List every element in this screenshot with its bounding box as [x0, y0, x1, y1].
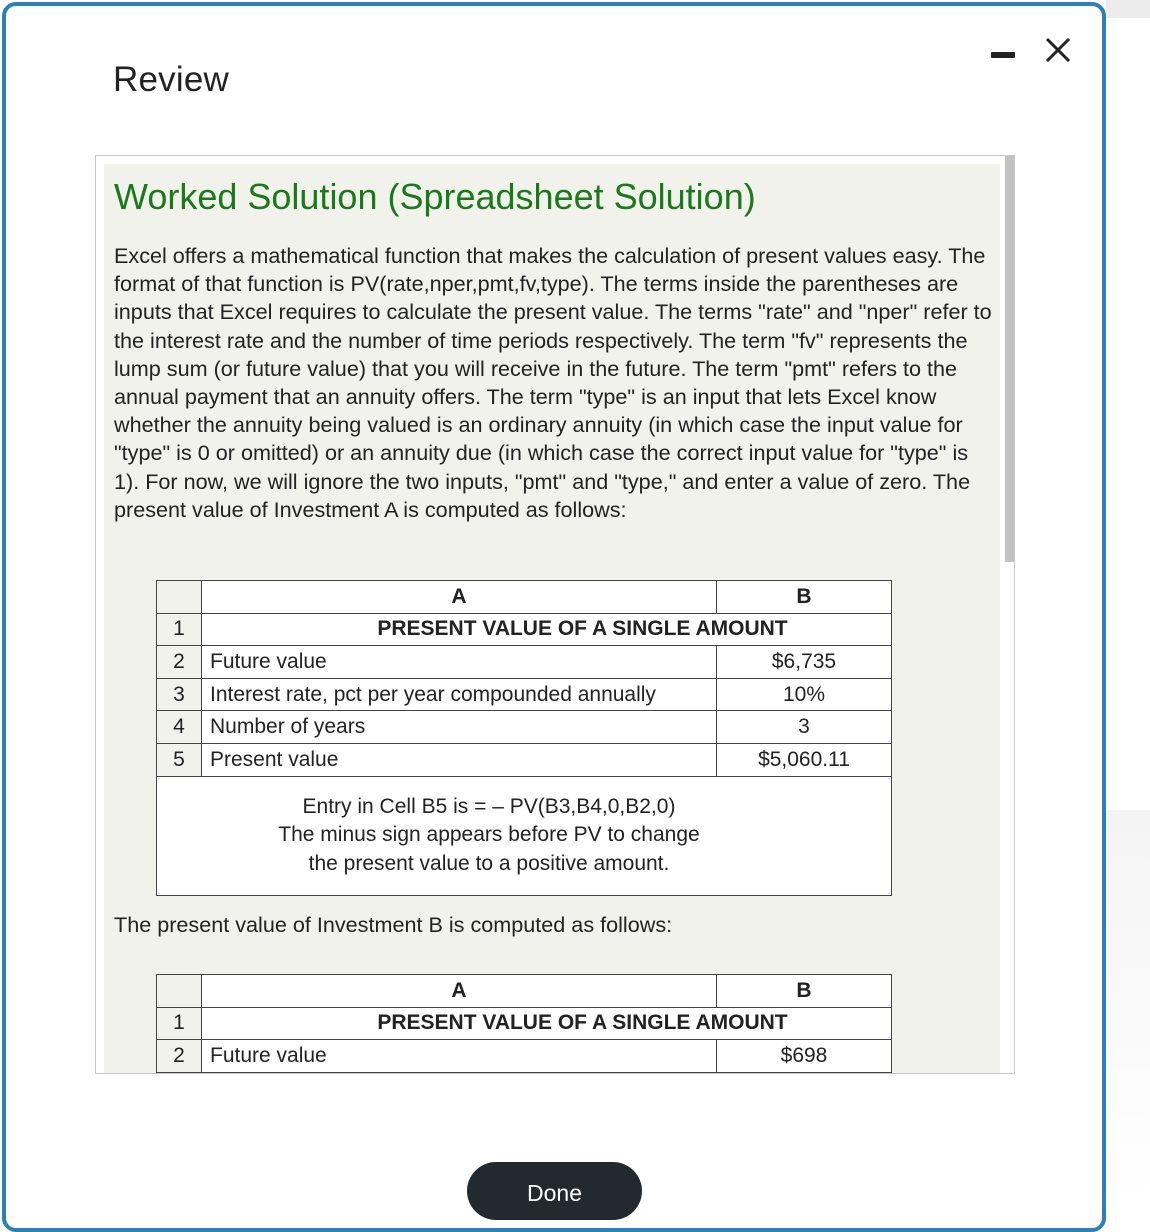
table-row [157, 743, 892, 776]
table-row [157, 613, 892, 646]
note-line: the present value to a positive amount. [308, 851, 670, 875]
row-number: 1 [157, 613, 202, 646]
backdrop-strip [1106, 0, 1150, 18]
value-cell: 10% [717, 678, 892, 711]
table-row [157, 1072, 892, 1074]
backdrop-strip-lower [1106, 810, 1150, 1199]
table-row [157, 1040, 892, 1073]
table-row [157, 678, 892, 711]
row-number: 2 [157, 646, 202, 679]
value-cell: $6,735 [717, 646, 892, 679]
modal-title: Review [113, 60, 229, 99]
row-number: 1 [157, 1007, 202, 1040]
close-icon [1044, 36, 1072, 69]
review-modal [2, 2, 1106, 1232]
solution-scroll-area[interactable] [95, 155, 1015, 1074]
label-cell [202, 1072, 717, 1074]
corner-cell [157, 581, 202, 614]
spreadsheet-investment-a [156, 580, 892, 896]
spreadsheet-investment-b [156, 974, 892, 1074]
label-cell: Interest rate, pct per year compounded annually [202, 678, 717, 711]
minimize-icon [991, 46, 1015, 58]
solution-content [104, 164, 1000, 1074]
column-header-a: A [202, 581, 717, 614]
scrollbar-thumb[interactable] [1005, 156, 1014, 562]
note-line: The minus sign appears before PV to change [278, 823, 700, 847]
column-header-b: B [717, 975, 892, 1008]
minimize-button[interactable] [983, 32, 1023, 72]
table-title-cell: PRESENT VALUE OF A SINGLE AMOUNT [202, 613, 892, 646]
close-button[interactable] [1038, 32, 1078, 72]
value-cell [717, 1072, 892, 1074]
label-cell: Future value [202, 646, 717, 679]
row-number: 4 [157, 711, 202, 744]
note-line: Entry in Cell B5 is = – PV(B3,B4,0,B2,0) [302, 794, 676, 818]
row-number: 2 [157, 1040, 202, 1073]
row-number: 3 [157, 678, 202, 711]
column-header-a: A [202, 975, 717, 1008]
row-number: 5 [157, 743, 202, 776]
corner-cell [157, 975, 202, 1008]
table-row [157, 711, 892, 744]
table-row [157, 646, 892, 679]
column-header-b: B [717, 581, 892, 614]
value-cell: $5,060.11 [717, 743, 892, 776]
value-cell: 3 [717, 711, 892, 744]
worked-solution-heading: Worked Solution (Spreadsheet Solution) [114, 176, 756, 217]
done-button[interactable]: Done [467, 1162, 642, 1220]
label-cell: Present value [202, 743, 717, 776]
table-row [157, 1007, 892, 1040]
label-cell: Future value [202, 1040, 717, 1073]
investment-b-intro: The present value of Investment B is computed as follows: [114, 912, 673, 937]
value-cell: $698 [717, 1040, 892, 1073]
table-title-cell: PRESENT VALUE OF A SINGLE AMOUNT [202, 1007, 892, 1040]
row-number [157, 1072, 202, 1074]
label-cell: Number of years [202, 711, 717, 744]
explanation-paragraph: Excel offers a mathematical function that makes the calculation of present values easy. The format of that function is PV(rate,nper,pmt,fv,type). The terms inside the parentheses are inputs that Excel requires to calculate the present value. The terms "rate" and "nper" refer to the interest rate and the number of time periods respectively. The term "fv" represents the lump sum (or future value) that you will receive in the future. The term "pmt" refers to the annual payment that an annuity offers. The term "type" is an input that lets Excel know whether the annuity being valued is an ordinary annuity (in which case the input value for "type" is 0 or omitted) or an annuity due (in which case the correct input value for "type" is 1). For now, we will ignore the two inputs, "pmt" and "type," and enter a value of zero. The present value of Investment A is computed as follows: [114, 243, 992, 522]
formula-note [157, 776, 892, 895]
